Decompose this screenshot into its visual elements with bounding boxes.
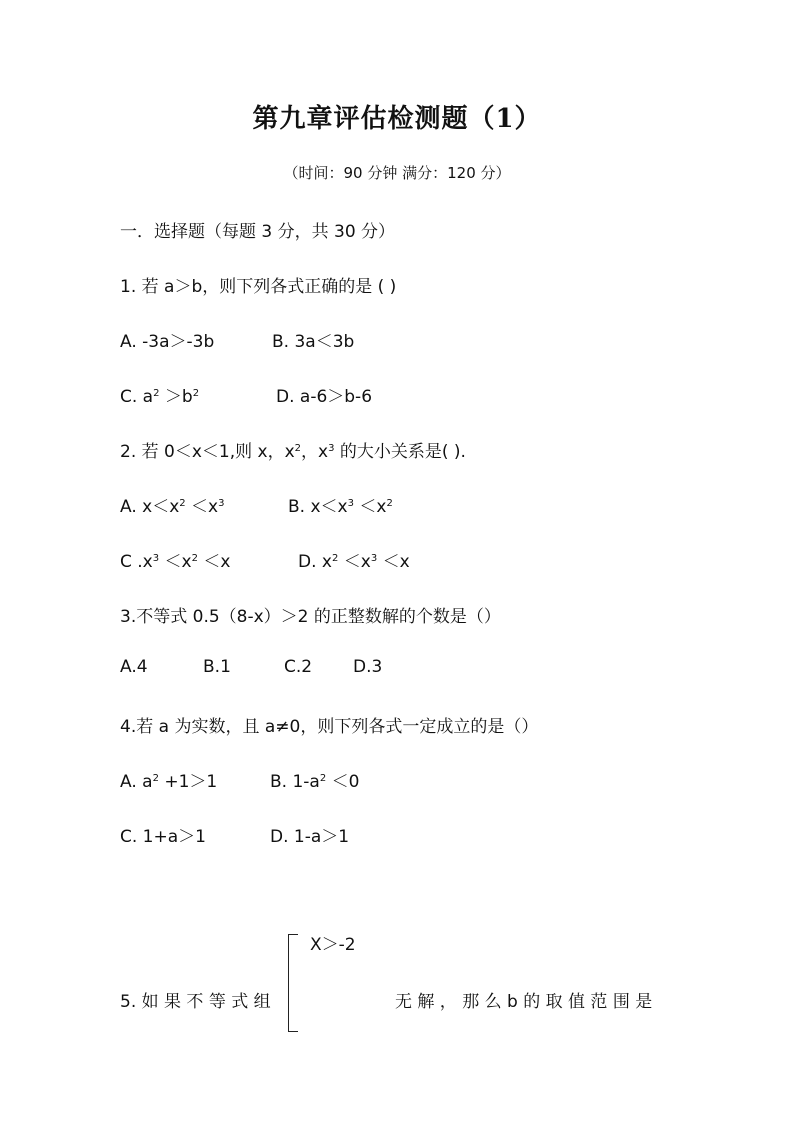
q1-option-d: D. a-6＞b-6 [276, 387, 373, 407]
system-brace [288, 934, 298, 1032]
q4-option-b: B. $1-a^2 <0$ [270, 772, 360, 792]
section-heading: 一．选择题（每题 3 分，共 30 分） [120, 222, 396, 242]
q4-option-d: D. 1-a＞1 [270, 827, 350, 847]
q3-option-c: C.2 [284, 657, 313, 677]
q2-option-a: A. $x<x^2 <x^3$ [120, 497, 225, 517]
question-5-tail: 无 解 ， 那 么 b 的 取 值 范 围 是 [395, 992, 653, 1012]
question-5-stem: 5. 如 果 不 等 式 组 [120, 992, 271, 1012]
q2-option-c: C $.x^3 <x^2 <x$ [120, 552, 231, 572]
q3-option-b: B.1 [203, 657, 231, 677]
q1-option-b: B. 3a＜3b [272, 332, 355, 352]
q5-condition-1: X＞-2 [310, 935, 356, 955]
q1-option-a: A. -3a＞-3b [120, 332, 215, 352]
q2-option-b: B. $x<x^3 <x^2$ [288, 497, 393, 517]
q4-option-a: A. $a^2 +1>1$ [120, 772, 218, 792]
question-1-stem: 1. 若 a＞b，则下列各式正确的是 ( ) [120, 277, 397, 297]
q3-option-d: D.3 [353, 657, 383, 677]
question-2-stem: 2. 若 0＜x＜1,则 x，$x^2$，$x^3$ 的大小关系是( ). [120, 442, 466, 462]
exam-info: （时间：90 分钟 满分：120 分） [283, 164, 511, 182]
question-3-stem: 3.不等式 0.5（8-x）＞2 的正整数解的个数是（） [120, 607, 501, 627]
question-4-stem: 4.若 a 为实数，且 a≠0，则下列各式一定成立的是（） [120, 717, 539, 737]
q2-option-d: D. $x^2 <x^3 <x$ [298, 552, 410, 572]
page-title: 第九章评估检测题（1） [252, 104, 542, 134]
q3-option-a: A.4 [120, 657, 148, 677]
q1-option-c: C. $a^2 >b^2$ [120, 387, 200, 407]
q4-option-c: C. 1+a＞1 [120, 827, 206, 847]
